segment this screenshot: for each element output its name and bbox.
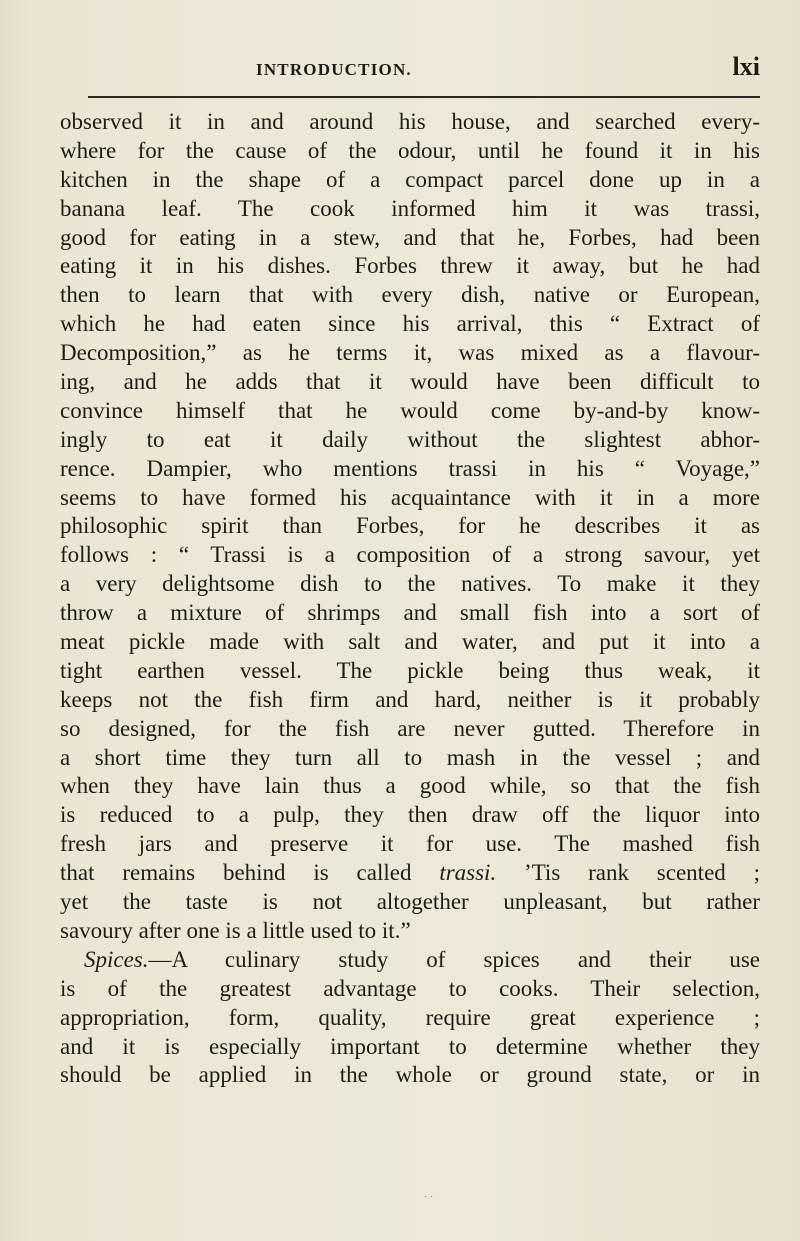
- text-line: seems to have formed his acquaintance with it in a more: [60, 484, 760, 510]
- text-line: tight earthen vessel. The pickle being thus weak, it: [60, 657, 760, 683]
- text-line: a very delightsome dish to the natives. To make it they: [60, 571, 760, 597]
- text-line: appropriation, form, quality, require great experience ;: [60, 1004, 760, 1030]
- text-line: kitchen in the shape of a compact parcel done up in a: [60, 166, 760, 192]
- text-line: and it is especially important to determine whether they: [60, 1033, 760, 1059]
- text-line: ing, and he adds that it would have been difficult to: [60, 369, 760, 395]
- text-line: fresh jars and preserve it for use. The mashed fish: [60, 831, 760, 857]
- text-line: so designed, for the fish are never gutted. Therefore in: [60, 715, 760, 741]
- text-line: is reduced to a pulp, they then draw off the liquor into: [60, 802, 760, 828]
- text-line: rence. Dampier, who mentions trassi in his “ Voyage,”: [60, 455, 760, 481]
- text-line-trassi: [60, 859, 760, 888]
- body-text: [60, 108, 760, 1090]
- text-line: should be applied in the whole or ground state, or in: [60, 1062, 760, 1088]
- paragraph-start-spices: [60, 946, 760, 975]
- text-line: good for eating in a stew, and that he, Forbes, had been: [60, 224, 760, 250]
- text-line: then to learn that with every dish, native or European,: [60, 282, 760, 308]
- print-speck: · ·: [424, 1192, 434, 1203]
- text-line: ingly to eat it daily without the slightest abhor-: [60, 426, 760, 452]
- running-title: INTRODUCTION.: [256, 60, 412, 79]
- text-line: keeps not the fish firm and hard, neither is it probably: [60, 686, 760, 712]
- text-line: meat pickle made with salt and water, and put it into a: [60, 629, 760, 655]
- text-line: Decomposition,” as he terms it, was mixed as a flavour-: [60, 340, 760, 366]
- text-line: throw a mixture of shrimps and small fish into a sort of: [60, 600, 760, 626]
- text-run: ’Tis rank scented ;: [496, 860, 760, 886]
- italic-heading-spices: Spices.: [84, 946, 149, 972]
- text-line: when they have lain thus a good while, so that the fish: [60, 773, 760, 799]
- page-header: [60, 50, 760, 90]
- text-line: where for the cause of the odour, until he found it in his: [60, 137, 760, 163]
- text-line: banana leaf. The cook informed him it was trassi,: [60, 195, 760, 221]
- text-run: that remains behind is called: [60, 860, 440, 886]
- text-line: a short time they turn all to mash in the vessel ; and: [60, 744, 760, 770]
- text-line: observed it in and around his house, and searched every-: [60, 109, 760, 134]
- text-line: yet the taste is not altogether unpleasant, but rather: [60, 889, 760, 915]
- text-line: convince himself that he would come by-and-by know-: [60, 397, 760, 423]
- text-line: follows : “ Trassi is a composition of a strong savour, yet: [60, 542, 760, 568]
- text-line: is of the greatest advantage to cooks. Their selection,: [60, 975, 760, 1001]
- italic-word-trassi: trassi.: [439, 860, 497, 886]
- text-line: savoury after one is a little used to it.”: [60, 917, 411, 943]
- text-line: philosophic spirit than Forbes, for he describes it as: [60, 513, 760, 539]
- page-number: lxi: [732, 52, 760, 81]
- text-run: —A culinary study of spices and their use: [148, 946, 760, 972]
- text-line: which he had eaten since his arrival, this “ Extract of: [60, 311, 760, 337]
- header-rule: [88, 96, 760, 98]
- text-line: eating it in his dishes. Forbes threw it away, but he had: [60, 253, 760, 279]
